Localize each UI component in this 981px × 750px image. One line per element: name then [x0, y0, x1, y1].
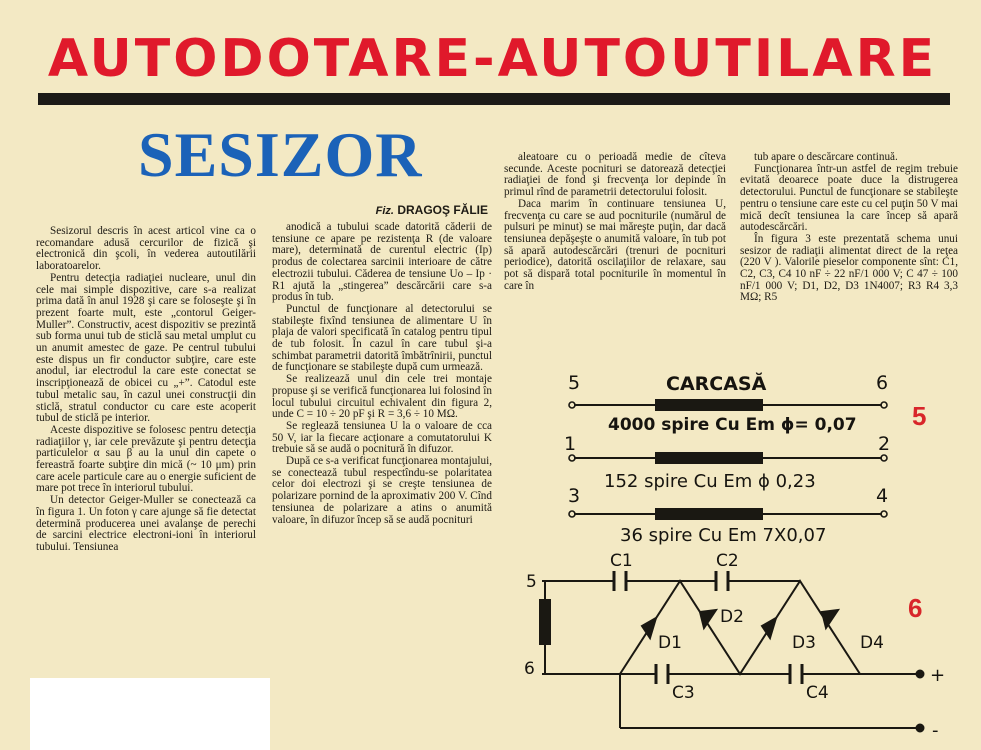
minus-label: - [932, 720, 939, 741]
paragraph: Punctul de funcţionare al detectorului se stabileşte fixînd tensiunea de alimentare U în plaja de valori specificată în catalog pentru tipul de tub folosit. În cazul în care tubul şi-a schimbat parametrii datorită îmbătrînirii, punctul de funcţionare se stabileşte după cum urmează. [272, 302, 492, 374]
d4-label: D4 [860, 633, 884, 653]
paragraph: Se reglează tensiunea U la o valoare de cca 50 V, iar la fiecare acţionare a comutatorului K trebuie să se audă o pocnitură în difuzor. [272, 419, 492, 456]
author-name: DRAGOŞ FĂLIE [397, 203, 488, 217]
paragraph: Aceste dispozitive se folosesc pentru detecţia radiaţiilor γ, iar cele prevăzute şi pentru detecţia particulelor α sau β au la unul din capete o fereastră foarte subţire din mică (~ 10 μm) prin care acele particule care au o energie suficient de mare pot trece în interiorul tubului. [36, 423, 256, 495]
paragraph: Pentru detecţia radiaţiei nucleare, unul din cele mai simple dispozitive, care s-a realizat prima dată în anul 1928 şi care se foloseşte şi în prezent foarte mult, este „contorul Geiger-Muller”. Constructiv, acest dispozitiv se prezintă sub forma unui tub de sticlă sau metal umplut cu un anumit amestec de gaze. Pe centrul tubului este dispus un fir conductor subţire, care este anodul, iar electrodul la care este conectat se inscripţionează de obicei cu „+”. Catodul este tubul metalic sau, în cazul unei construcţii din sticlă, stratul conductor cu care este acoperit tubul de sticlă pe interior. [36, 271, 256, 425]
winding-2-body [655, 452, 763, 464]
figure-5-number: 5 [912, 401, 927, 431]
d4-symbol [822, 610, 838, 628]
figure-6-multiplier [524, 551, 945, 741]
paragraph: Funcţionarea într-un astfel de regim trebuie evitată deoarece poate duce la distrugerea detectorului. Punctul de funcţionare se stabileşte pentru o tensiune care este cu cel puţin 50 V mai mică decît tensiunea la care încep să apară autodescărcări. [740, 162, 958, 234]
terminal-2-label: 2 [878, 433, 891, 455]
d3-label: D3 [792, 633, 816, 653]
node-6-label: 6 [524, 659, 535, 679]
figure-5-transformer [564, 371, 926, 546]
paragraph: Daca marim în continuare tensiunea U, frecvenţa cu care se aud pocniturile (numărul de pulsuri pe minut) se mai măreşte puţin, dar dacă tensiunea depăşeşte o anumită valoare, în tub pot să apară autodescărcări (trenuri de pocnituri periodice), datorită oscilaţiilor de relaxare, sau pot să dispară total pocniturile în momentul în care în [504, 197, 726, 292]
node-5-label: 5 [526, 572, 537, 592]
paragraph: După ce s-a verificat funcţionarea montajului, se conectează tubul respectîndu-se polaritatea celor doi electrozi şi se creşte tensiunea de polarizare pornind de la aproximativ 200 V. Cînd tensiunea de polarizare a atins o anumită valoare, în difuzor încep să se audă pocnituri [272, 455, 492, 526]
terminal-1-label: 1 [564, 433, 577, 455]
c1-label: C1 [610, 551, 633, 571]
c3-label: C3 [672, 683, 695, 703]
winding-3-label: 36 spire Cu Em 7X0,07 [620, 525, 827, 546]
c4-label: C4 [806, 683, 829, 703]
plus-terminal [917, 671, 924, 678]
winding-1-label: 4000 spire Cu Em ϕ= 0,07 [608, 415, 857, 435]
winding-3-body [655, 508, 763, 520]
d2-label: D2 [720, 607, 744, 627]
paragraph: Un detector Geiger-Muller se conectează ca în figura 1. Un foton γ care ajunge să fie detectat determină producerea unei avalanşe de perechi de sarcini electrice electroni-ioni în interiorul tubului. Tensiunea [36, 494, 256, 553]
section-banner: AUTODOTARE-AUTOUTILARE [47, 29, 938, 89]
winding-1-body [655, 399, 763, 411]
resistor-body [540, 600, 550, 644]
author-prefix: Fiz. [375, 205, 394, 217]
paragraph: tub apare o descărcare continuă. [754, 152, 898, 163]
c2-label: C2 [716, 551, 739, 571]
paragraph: Se realizează unul din cele trei montaje propuse şi se verifică funcţionarea lui folosind în locul tubului circuitul echivalent din figura 2, unde C = 10 ÷ 20 pF şi R = 3,6 ÷ 10 MΩ. [272, 373, 492, 421]
terminal-4-label: 4 [876, 485, 889, 507]
paragraph: În figura 3 este prezentată schema unui sesizor de radiaţii alimentat direct de la reţea (220 V ). Valorile pieselor componente sînt: C1, C2, C3, C4 10 nF ÷ 22 nF/1 000 V; C 47 ÷ 100 nF/1 000 V; D1, D2, D3 1N4007; R3 R4 3,3 MΩ; R5 [740, 232, 958, 304]
winding-2-label: 152 spire Cu Em ϕ 0,23 [604, 471, 816, 492]
paragraph: aleatoare cu o perioadă medie de cîteva secunde. Aceste pocnituri se datorează detecţiei radiaţiei de fond şi frecvenţa lor depinde în primul rînd de parametrii detectorului folosit. [504, 152, 726, 199]
paragraph: Sesizorul descris în acest articol vine ca o recomandare adusă cercurilor de fizică şi electronică din şcoli, în vederea autoutilării laboratoarelor. [36, 226, 256, 273]
minus-terminal [917, 725, 924, 732]
diode-chain [620, 581, 860, 674]
terminal-6-label: 6 [876, 372, 889, 394]
figure-6-number: 6 [908, 593, 923, 623]
terminal-3-label: 3 [568, 485, 581, 507]
d1-label: D1 [658, 633, 682, 653]
plus-label: + [930, 665, 946, 686]
carcass-label: CARCASĂ [666, 373, 767, 395]
terminal-5-label: 5 [568, 372, 581, 394]
paragraph: anodică a tubului scade datorită căderii de tensiune ce apare pe rezistenţa R (de valoare mare), determinată de curentul electric (Ip) produs de colectarea sarcinii interioare de către electrozii tubului. Căderea de tensiune Uo – Ip · R1 ajută la „stingerea” descărcării care s-a produs în tub. [272, 222, 492, 304]
article-title: SESIZOR [138, 119, 423, 190]
